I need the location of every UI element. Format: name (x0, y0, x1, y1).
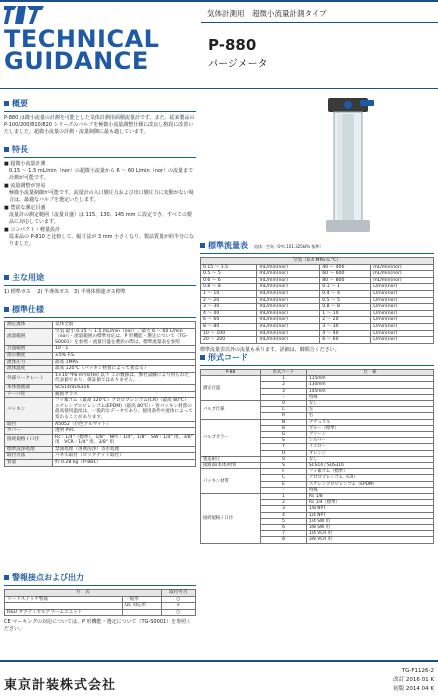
feature-body: 0.15 ～ 1.5 mL/min（nor）の超微小流量から 6 ～ 60 L/min（nor）の流量まで計測が可能です。 (9, 168, 193, 181)
table-cell (123, 609, 162, 616)
table-cell: R&U オプティカルアラームユニット (5, 609, 123, 616)
spec-label-cell: 流体圧力 (5, 359, 53, 366)
table-row (201, 264, 434, 271)
table-row (5, 446, 196, 453)
table-header-row (5, 590, 196, 597)
spec-label-cell: カバー (5, 428, 53, 435)
spec-value-cell: 1×10⁻⁶Pa·m³/s(He) 以下 この数値は、弊社試験により得られた代表値であり、保証値ではありません。 (53, 372, 196, 384)
spec-value-cell: 最高 120℃（パッキン材質によって異なる） (53, 366, 196, 373)
feature-item: ■ 流量調整が容易 (4, 183, 46, 189)
flow-table-note: 流体：空気（0℃,101.325kPa 基準） (254, 244, 324, 249)
spec-value-cell: 10 : 1 (53, 346, 196, 353)
code-spec-cell: なし (307, 456, 434, 462)
uses-section (4, 272, 196, 296)
table-cell: mL/min(nor) (257, 304, 320, 311)
model-name: パージメータ (208, 59, 268, 70)
code-spec-cell: 右 (307, 413, 434, 419)
spec-value-cell: 気体全般 (53, 322, 196, 329)
code-value-cell: 3 (261, 506, 307, 512)
code-group-cell: 測定目盛 (201, 376, 261, 401)
table-cell: ○ (161, 596, 195, 603)
section-underline (4, 157, 196, 158)
section-marker-icon (4, 101, 9, 106)
section-underline (4, 111, 196, 112)
table-cell: L/min(nor) (371, 284, 434, 291)
code-group-cell: バルブカラー (201, 419, 261, 456)
table-cell: 10 ～ 100 (201, 330, 257, 337)
alarm-table (4, 589, 196, 616)
table-cell: mL/min(nor) (257, 277, 320, 284)
code-value-cell: 5 (261, 518, 307, 524)
table-cell: 0.8 ～ 8 (320, 304, 371, 311)
code-value-cell: 8 (261, 537, 307, 543)
code-spec-cell: ナチュラル (307, 419, 434, 425)
table-cell: mL/min(nor) (257, 264, 320, 271)
code-spec-cell: 1/8 NPT (307, 506, 434, 512)
code-spec-cell: 特殊 (307, 394, 434, 400)
table-row (5, 609, 196, 616)
table-row (5, 372, 196, 384)
code-value-cell: S (261, 463, 307, 469)
table-header-cell: 空気（0.4 MPa G ℃） (201, 258, 434, 265)
table-cell: 0.5 ～ 5 (320, 297, 371, 304)
code-value-cell: B (261, 425, 307, 431)
table-cell: 80 ～ 800 (320, 277, 371, 284)
table-row (5, 366, 196, 373)
spec-label-cell: 外部リークレート (5, 372, 53, 384)
code-value-cell: C (261, 475, 307, 481)
table-cell: 40 ～ 400 (320, 264, 371, 271)
table-cell: L/min(nor) (371, 297, 434, 304)
table-cell: L/min(nor) (371, 330, 434, 337)
alarm-section (4, 572, 196, 633)
features-heading: 特長 (4, 144, 196, 155)
code-value-cell: O (261, 450, 307, 456)
table-row (5, 603, 196, 610)
code-spec-cell: 特殊 (307, 487, 434, 493)
feature-body: 極微小流量制御が可能です。流量計の入口側圧力および出口側圧力に変動がない場合は、最適なバルブを選定いたします。 (9, 190, 194, 203)
table-cell: 0.8 ～ 8 (201, 284, 257, 291)
spec-label-cell: 標準洗浄処理 (5, 446, 53, 453)
flow-table-section (200, 240, 434, 354)
code-group-cell: 製造耐圧 (201, 456, 261, 462)
table-cell: × (161, 603, 195, 610)
code-value-cell: N (261, 419, 307, 425)
overview-heading: 概要 (4, 98, 196, 109)
spec-label-cell: 流体温度 (5, 366, 53, 373)
table-row (201, 310, 434, 317)
code-value-cell: - (261, 394, 307, 400)
flow-table-heading: 標準流量表 (200, 240, 248, 251)
table-cell: L/min(nor) (371, 317, 434, 324)
code-value-cell: 2 (261, 500, 307, 506)
spec-label-cell: 流量範囲 (5, 328, 53, 346)
table-cell: 4 ～ 40 (320, 330, 371, 337)
spec-label-cell: 目盛範囲 (5, 346, 53, 353)
table-cell: mL/min(nor) (257, 297, 320, 304)
table-header-cell: P-88 (201, 370, 261, 376)
code-spec-cell: オレンジ (307, 450, 434, 456)
table-cell: mL/min(nor) (257, 330, 320, 337)
code-group-cell: 接続規格 / 口径 (201, 494, 261, 544)
feature-item: ■ コンパクト・軽量設計 (4, 227, 60, 233)
code-value-cell: 1 (261, 494, 307, 500)
spec-value-cell: パネル取付（ロックナット取付） (53, 453, 196, 460)
table-row (201, 323, 434, 330)
feature-item: ■ 超微小流量計測 (4, 161, 46, 167)
flow-table-heading-row (200, 240, 434, 251)
table-row (5, 428, 196, 435)
spec-label-cell: 取付方法 (5, 453, 53, 460)
table-row (5, 359, 196, 366)
code-spec-cell: 左 (307, 407, 434, 413)
company-logo (4, 6, 44, 24)
section-marker-icon (4, 307, 9, 312)
table-cell: 2 ～ 20 (201, 297, 257, 304)
table-cell: mL/min(nor) (371, 271, 434, 278)
table-row (201, 284, 434, 291)
table-header-row (201, 258, 434, 265)
code-spec-cell: なし (307, 401, 434, 407)
code-value-cell: 0 (261, 401, 307, 407)
table-header-cell: 方 式 (5, 590, 162, 597)
spec-label-cell: 質量 (5, 460, 53, 467)
section-underline (4, 317, 196, 318)
code-section (200, 352, 434, 544)
table-row (201, 317, 434, 324)
table-cell: 一般形 (123, 596, 162, 603)
table-row (5, 453, 196, 460)
section-underline (200, 365, 434, 366)
table-row (201, 271, 434, 278)
code-value-cell: G (261, 432, 307, 438)
spec-label-cell: 取付 (5, 421, 53, 428)
spec-section (4, 304, 196, 467)
table-row (201, 277, 434, 284)
table-row (5, 352, 196, 359)
code-spec-cell: エチレンプロピレンゴム（EPDM） (307, 481, 434, 487)
table-row (5, 391, 196, 398)
features-section (4, 144, 196, 248)
section-marker-icon (4, 147, 9, 152)
flow-table (200, 257, 434, 344)
spec-value-cell: 透明 PVC (53, 428, 196, 435)
table-cell: 60 ～ 600 (320, 271, 371, 278)
table-row (5, 596, 196, 603)
table-row (5, 421, 196, 428)
table-row (5, 398, 196, 421)
code-value-cell: 3 (261, 388, 307, 394)
code-value-cell: F (261, 469, 307, 475)
table-row (201, 337, 434, 344)
overview-section (4, 98, 196, 136)
code-spec-cell: 1/4 VCR 用 (307, 531, 434, 537)
code-value-cell: 0 (261, 456, 307, 462)
table-cell: 4 ～ 40 (201, 310, 257, 317)
alarm-heading: 警報接点および出力 (4, 572, 196, 583)
table-row (5, 328, 196, 346)
code-value-cell: - (261, 487, 307, 493)
table-row (5, 384, 196, 391)
code-value-cell: S (261, 438, 307, 444)
code-spec-cell: 145mm (307, 388, 434, 394)
header-tagline: 気体計測用 超微小流量計測タイプ (207, 9, 327, 18)
table-cell: mL/min(nor) (257, 284, 320, 291)
spec-label-cell: テーパ管 (5, 391, 53, 398)
overview-body: P-880 は微小流量の計測を可能とした気体計測用面積流量計です。また、従来製品の P-100/200/810/820 シリーズのバルブを極微小流量調整仕様に改良し格段に改善いたしました。超微小流量の計測・流量制御に最も適しています。 (4, 115, 195, 135)
spec-value-cell: Rc : 1/4"（標準）、1/8" NPT : 1/4"、1/8" SW : 1/4" 用、3/8" 用 VCR : 1/4" 用、3/8" 用 (53, 434, 196, 446)
table-row (5, 460, 196, 467)
spec-label-cell: パッキン (5, 398, 53, 421)
code-group-cell: バルブ仕様 (201, 401, 261, 420)
header-rule (0, 88, 438, 89)
table-cell (5, 603, 123, 610)
technical-guidance-title: TECHNICAL GUIDANCE (4, 25, 160, 75)
spec-value-cell: SCS14/SUS316 (53, 384, 196, 391)
table-cell: mL/min(nor) (257, 323, 320, 330)
code-value-cell: 7 (261, 531, 307, 537)
table-cell: mL/min(nor) (257, 290, 320, 297)
table-row (201, 297, 434, 304)
code-spec-cell: SCS14 / SUS316 (307, 463, 434, 469)
spec-value-cell: 耐熱ガラス (53, 391, 196, 398)
table-cell: 3 ～ 30 (201, 304, 257, 311)
spec-value-cell: 約 0.28 kg（P-881） (53, 460, 196, 467)
spec-value-cell: 禁油処理（溶剤洗浄）等水処理 (53, 446, 196, 453)
table-header-cell: 仕 様 (307, 370, 434, 376)
code-value-cell: 2 (261, 382, 307, 388)
table-cell: L/min(nor) (371, 310, 434, 317)
table-cell: ○ (161, 609, 195, 616)
code-spec-cell: シルバー (307, 438, 434, 444)
code-value-cell: 6 (261, 525, 307, 531)
code-spec-cell: 3/8 SW 用 (307, 525, 434, 531)
code-value-cell: R (261, 413, 307, 419)
footer-rule (0, 660, 438, 662)
code-value-cell: E (261, 481, 307, 487)
code-spec-cell: イエロー (307, 444, 434, 450)
table-cell: 0.5 ～ 5 (201, 271, 257, 278)
table-cell: 0.1 ～ 1 (320, 284, 371, 291)
code-spec-cell: クロロプレンゴム（CR） (307, 475, 434, 481)
section-marker-icon (200, 355, 205, 360)
top-accent-bar (0, 0, 438, 2)
table-cell: 6 ～ 60 (320, 337, 371, 344)
code-value-cell: 1 (261, 376, 307, 382)
code-spec-cell: ブルー（標準） (307, 425, 434, 431)
code-table (200, 369, 434, 544)
code-group-cell: パッキン材質 (201, 469, 261, 494)
spec-label-cell: 指示精度 (5, 352, 53, 359)
code-spec-cell: Rc 1/4（標準） (307, 500, 434, 506)
table-cell: L/min(nor) (371, 323, 434, 330)
spec-label-cell: 接続規格 / 口径 (5, 434, 53, 446)
table-cell: 2 ～ 20 (320, 317, 371, 324)
code-spec-cell: 3/8 VCR 用 (307, 537, 434, 543)
section-underline (200, 253, 434, 254)
spec-value-cell: 最高 1MPa (53, 359, 196, 366)
table-cell: mL/min(nor) (257, 310, 320, 317)
table-cell: L/min(nor) (371, 304, 434, 311)
spec-value-cell: 空気 最小 0.15 ～ 1.5 mL/min（nor）／最大 6 ～ 60 L/min（nor）・流量範囲の標準対応は、P 形機能・選定について（TG-S0001）を参照・流量目盛を選択の際は、標準流量表を参照 (53, 328, 196, 346)
table-cell: L/min(nor) (371, 337, 434, 344)
code-value-cell: Y (261, 444, 307, 450)
spec-table (4, 321, 196, 467)
table-cell: mL/min(nor) (371, 264, 434, 271)
table-cell: 1 ～ 10 (320, 310, 371, 317)
table-cell: 6 ～ 60 (201, 317, 257, 324)
company-name: 東京計装株式会社 (4, 678, 117, 693)
feature-body: 従来品の P-810 と比較して、幅寸法が 3 mm 小さくなり、製品質量が約半分になりました。 (9, 234, 195, 247)
table-cell: mL/min(nor) (257, 317, 320, 324)
code-heading: 形式コード (200, 352, 434, 363)
model-number: P-880 (208, 36, 257, 54)
table-cell: リードスイッチ警報 (5, 596, 123, 603)
code-spec-cell: Rc 1/8 (307, 494, 434, 500)
table-cell: 8 ～ 80 (201, 323, 257, 330)
section-marker-icon (200, 243, 205, 248)
table-cell: mL/min(nor) (371, 277, 434, 284)
spec-value-cell: フッ素ゴム（最高 120℃）クロロプレンゴム(CR)（最高 80℃）エチレンプロピレンゴム(EPDM)（最高 80℃）・各パッキン材質の最高使用温度は、一般的なデータであり、使用条件や流体によって変わることがあります。 (53, 398, 196, 421)
flow-footnote: 標準流量表以外の流量も承ります。詳細は、御問合ください。 (200, 346, 340, 353)
code-spec-cell: グリーン (307, 432, 434, 438)
table-row (5, 346, 196, 353)
table-row (5, 434, 196, 446)
document-number: TG-F1126-2 改訂 2016 01 K 初版 2014 04 K (393, 668, 434, 692)
table-cell: 0.15 ～ 1.5 (201, 264, 257, 271)
table-cell: mL/min(nor) (257, 337, 320, 344)
table-cell: 3 ～ 30 (320, 323, 371, 330)
code-spec-cell: 115mm (307, 376, 434, 382)
alarm-note: CE マーキングの対応については、P 形機能・選定について（TG-S0001）を参照ください。 (4, 619, 192, 633)
spec-value-cell: ±5% F.S. (53, 352, 196, 359)
spec-label-cell: 本体接液部 (5, 384, 53, 391)
table-row (201, 330, 434, 337)
code-spec-cell: 130mm (307, 382, 434, 388)
table-cell: 20 ～ 200 (201, 337, 257, 344)
spec-label-cell: 測定流体 (5, 322, 53, 329)
code-spec-cell: フッ素ゴム（標準） (307, 469, 434, 475)
section-marker-icon (4, 275, 9, 280)
table-row (201, 290, 434, 297)
table-cell: 0.6 ～ 6 (201, 277, 257, 284)
table-row (5, 322, 196, 329)
header-divider (201, 22, 438, 23)
code-value-cell: L (261, 407, 307, 413)
section-underline (4, 285, 196, 286)
spec-value-cell: A5052（白色アルマイト） (53, 421, 196, 428)
table-cell: 1 ～ 10 (201, 290, 257, 297)
table-cell: L/min(nor) (371, 290, 434, 297)
features-list (4, 161, 196, 248)
code-value-cell: 4 (261, 512, 307, 518)
table-row (201, 304, 434, 311)
table-cell: 0.4 ～ 4 (320, 290, 371, 297)
code-spec-cell: 1/4 NPT (307, 512, 434, 518)
table-header-cell: 取付可否 (161, 590, 195, 597)
uses-heading: 主な用途 (4, 272, 196, 283)
section-underline (4, 585, 196, 586)
section-marker-icon (4, 575, 9, 580)
spec-heading: 標準仕様 (4, 304, 196, 315)
product-photo (298, 96, 418, 236)
uses-body: 1) 標準ガス 2) 半導体ガス 3) 半導体関連ガス標準 (4, 289, 126, 295)
code-spec-cell: 1/4 SW 用 (307, 518, 434, 524)
table-header-cell: 形式コード (261, 370, 307, 376)
feature-body: 流量計の測定範囲（流量目盛）は 115、130、145 mm に設定でき、すべての製品に対応しています。 (9, 212, 192, 225)
feature-item: ■ 豊富な測定目盛 (4, 205, 46, 211)
table-cell: mL/min(nor) (257, 271, 320, 278)
table-cell: UL 対応形 (123, 603, 162, 610)
code-group-cell: 接液部(本体)材質 (201, 463, 261, 469)
